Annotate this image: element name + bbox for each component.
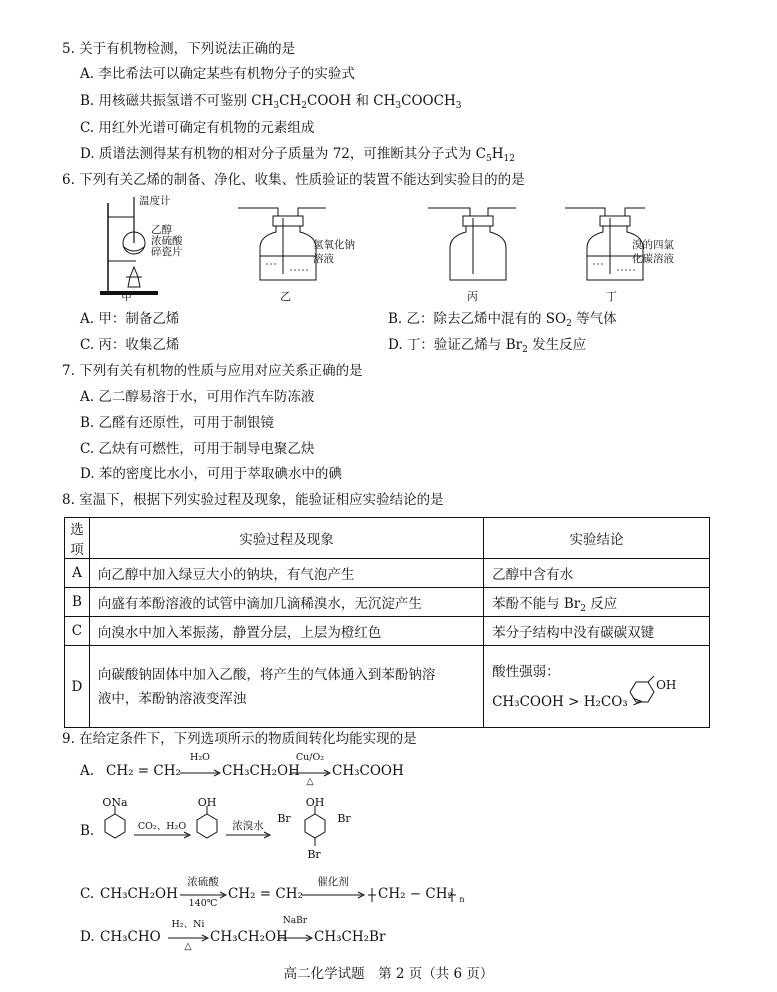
arrow-icon	[134, 832, 190, 838]
porcelain-chips-label: 碎瓷片	[151, 246, 183, 258]
q9-c-cond1-top: 浓硫酸	[187, 876, 219, 888]
row-procedure: 向溴水中加入苯振荡，静置分层，上层为橙红色	[89, 617, 483, 646]
phenol-structure	[192, 806, 222, 842]
q9-b-cond2: 浓溴水	[232, 820, 264, 832]
arrow-icon	[278, 935, 312, 941]
q6-option-b: B. 乙：除去乙烯中混有的 $SO_2$ 等气体	[388, 311, 617, 329]
q7-option-d: D. 苯的密度比水小，可用于萃取碘水中的碘	[80, 466, 342, 482]
ethanol-label: 乙醇	[151, 224, 172, 236]
q9-a-cond1: H₂O	[190, 752, 210, 763]
q9-c-cond1-bot: 140℃	[188, 898, 218, 909]
label-yi: 乙	[280, 290, 291, 303]
q7-option-a: A. 乙二醇易溶于水，可用作汽车防冻液	[80, 389, 315, 405]
label-jia: 甲	[121, 290, 132, 303]
q9-d-ethanol: CH₃CH₂OH	[210, 929, 288, 945]
q9-d-cond1-bot: △	[184, 941, 192, 952]
q9-d-cond1-top: H₂、Ni	[171, 919, 205, 930]
thermometer-label: 温度计	[139, 195, 171, 207]
phenol-oh-label: OH	[656, 678, 677, 692]
q9-c-ethene: CH₂ = CH₂	[228, 886, 303, 902]
q9-a-acetic-acid: CH₃COOH	[332, 763, 404, 779]
table-header-row	[65, 518, 710, 559]
bromine-label-2: 化碳溶液	[632, 253, 674, 265]
q9-d-lead: D.	[80, 929, 95, 945]
q9-b-oh: OH	[197, 796, 217, 809]
q9-c-cond2: 催化剂	[317, 876, 349, 888]
q8-table	[64, 517, 710, 728]
q9-stem: 9. 在给定条件下，下列选项所示的物质间转化均能实现的是	[62, 731, 417, 747]
label-ding: 丁	[606, 290, 617, 303]
label-bing: 丙	[467, 290, 478, 303]
q5-option-c: C. 用红外光谱可确定有机物的元素组成	[80, 120, 315, 136]
q7-option-b: B. 乙醛有还原性，可用于制银镜	[80, 415, 275, 431]
row-option: C	[65, 617, 90, 646]
row-procedure: 向碳酸钠固体中加入乙酸，将产生的气体通入到苯酚钠溶 液中，苯酚钠溶液变浑浊	[89, 646, 483, 728]
q9-c-n: n	[459, 895, 465, 904]
row-conclusion: 乙醇中含有水	[484, 559, 710, 588]
q9-a-cond2-bot: △	[306, 776, 314, 787]
q9-b-cond1: CO₂、H₂O	[137, 821, 187, 832]
naoh-label-1: 氢氧化钠	[313, 239, 355, 251]
q9-a-ethene: CH₂ = CH₂	[106, 763, 181, 779]
q7-option-c: C. 乙炔有可燃性，可用于制导电聚乙炔	[80, 441, 315, 457]
q9-b-lead: B.	[80, 823, 95, 839]
sodium-phenoxide-structure	[100, 806, 130, 842]
row-procedure: 向乙醇中加入绿豆大小的钠块，有气泡产生	[89, 559, 483, 588]
table-row	[65, 588, 710, 617]
q9-b-br-left: Br	[277, 812, 291, 825]
q9-c-ethanol: CH₃CH₂OH	[100, 886, 178, 902]
arrow-icon	[180, 770, 220, 776]
row-option: B	[65, 588, 90, 617]
q9-d-cond2: NaBr	[282, 916, 308, 926]
q9-a-lead: A.	[80, 763, 95, 779]
q9-a-ethanol: CH₃CH₂OH	[222, 763, 300, 779]
naoh-label-2: 溶液	[313, 253, 334, 265]
header-option: 选项	[65, 518, 90, 559]
q9-b-br-right: Br	[337, 812, 351, 825]
table-row	[65, 559, 710, 588]
q5-stem: 5. 关于有机物检测，下列说法正确的是	[62, 41, 296, 57]
q6-option-a: A. 甲：制备乙烯	[80, 311, 180, 327]
q9-a-cond2-top: Cu/O₂	[295, 752, 325, 763]
q9-d-acetaldehyde: CH₃CHO	[100, 929, 161, 945]
row-conclusion: 苯酚不能与 $Br_2$ 反应	[484, 588, 710, 617]
table-row	[65, 646, 710, 728]
q9-c-lead: C.	[80, 886, 95, 902]
apparatus-bing-diagram	[428, 200, 518, 285]
table-row	[65, 617, 710, 646]
bromine-label-1: 溴的四氯	[632, 239, 674, 251]
q8-stem: 8. 室温下，根据下列实验过程及现象，能验证相应实验结论的是	[62, 492, 444, 508]
q9-d-bromoethane: CH₃CH₂Br	[314, 929, 386, 945]
header-procedure: 实验过程及现象	[89, 518, 483, 559]
q9-b-ona: ONa	[102, 796, 128, 809]
row-conclusion: 酸性强弱： CH₃COOH > H₂CO₃ > OH	[484, 646, 710, 728]
q5-option-d: D. 质谱法测得某有机物的相对分子质量为 72，可推断其分子式为 $C_5H_{12}$	[80, 146, 515, 164]
q9-b-br-bottom: Br	[307, 848, 321, 861]
arrow-icon	[302, 892, 364, 898]
q5-option-a: A. 李比希法可以确定某些有机物分子的实验式	[80, 66, 355, 82]
q6-option-d: D. 丁：验证乙烯与 $Br_2$ 发生反应	[388, 337, 587, 355]
row-procedure: 向盛有苯酚溶液的试管中滴加几滴稀溴水，无沉淀产生	[89, 588, 483, 617]
q9-c-polymer: CH₂ − CH₂	[378, 886, 453, 902]
page-footer: 高二化学试题 第 2 页（共 6 页）	[283, 966, 494, 982]
q7-stem: 7. 下列有关有机物的性质与应用对应关系正确的是	[62, 363, 363, 379]
arrow-icon	[226, 832, 270, 838]
header-conclusion: 实验结论	[484, 518, 710, 559]
q6-stem: 6. 下列有关乙烯的制备、净化、收集、性质验证的装置不能达到实验目的的是	[62, 172, 525, 188]
row-option: A	[65, 559, 90, 588]
row-conclusion: 苯分子结构中没有碳碳双键	[484, 617, 710, 646]
row-option: D	[65, 646, 90, 728]
tribromophenol-structure	[300, 806, 330, 854]
q5-option-b: B. 用核磁共振氢谱不可鉴别 $CH_3CH_2COOH$ 和 $CH_3COOCH_3$	[80, 93, 462, 111]
q6-option-c: C. 丙：收集乙烯	[80, 337, 180, 353]
q9-b-product-oh: OH	[305, 796, 325, 809]
sulfuric-acid-label: 浓硫酸	[151, 235, 183, 247]
